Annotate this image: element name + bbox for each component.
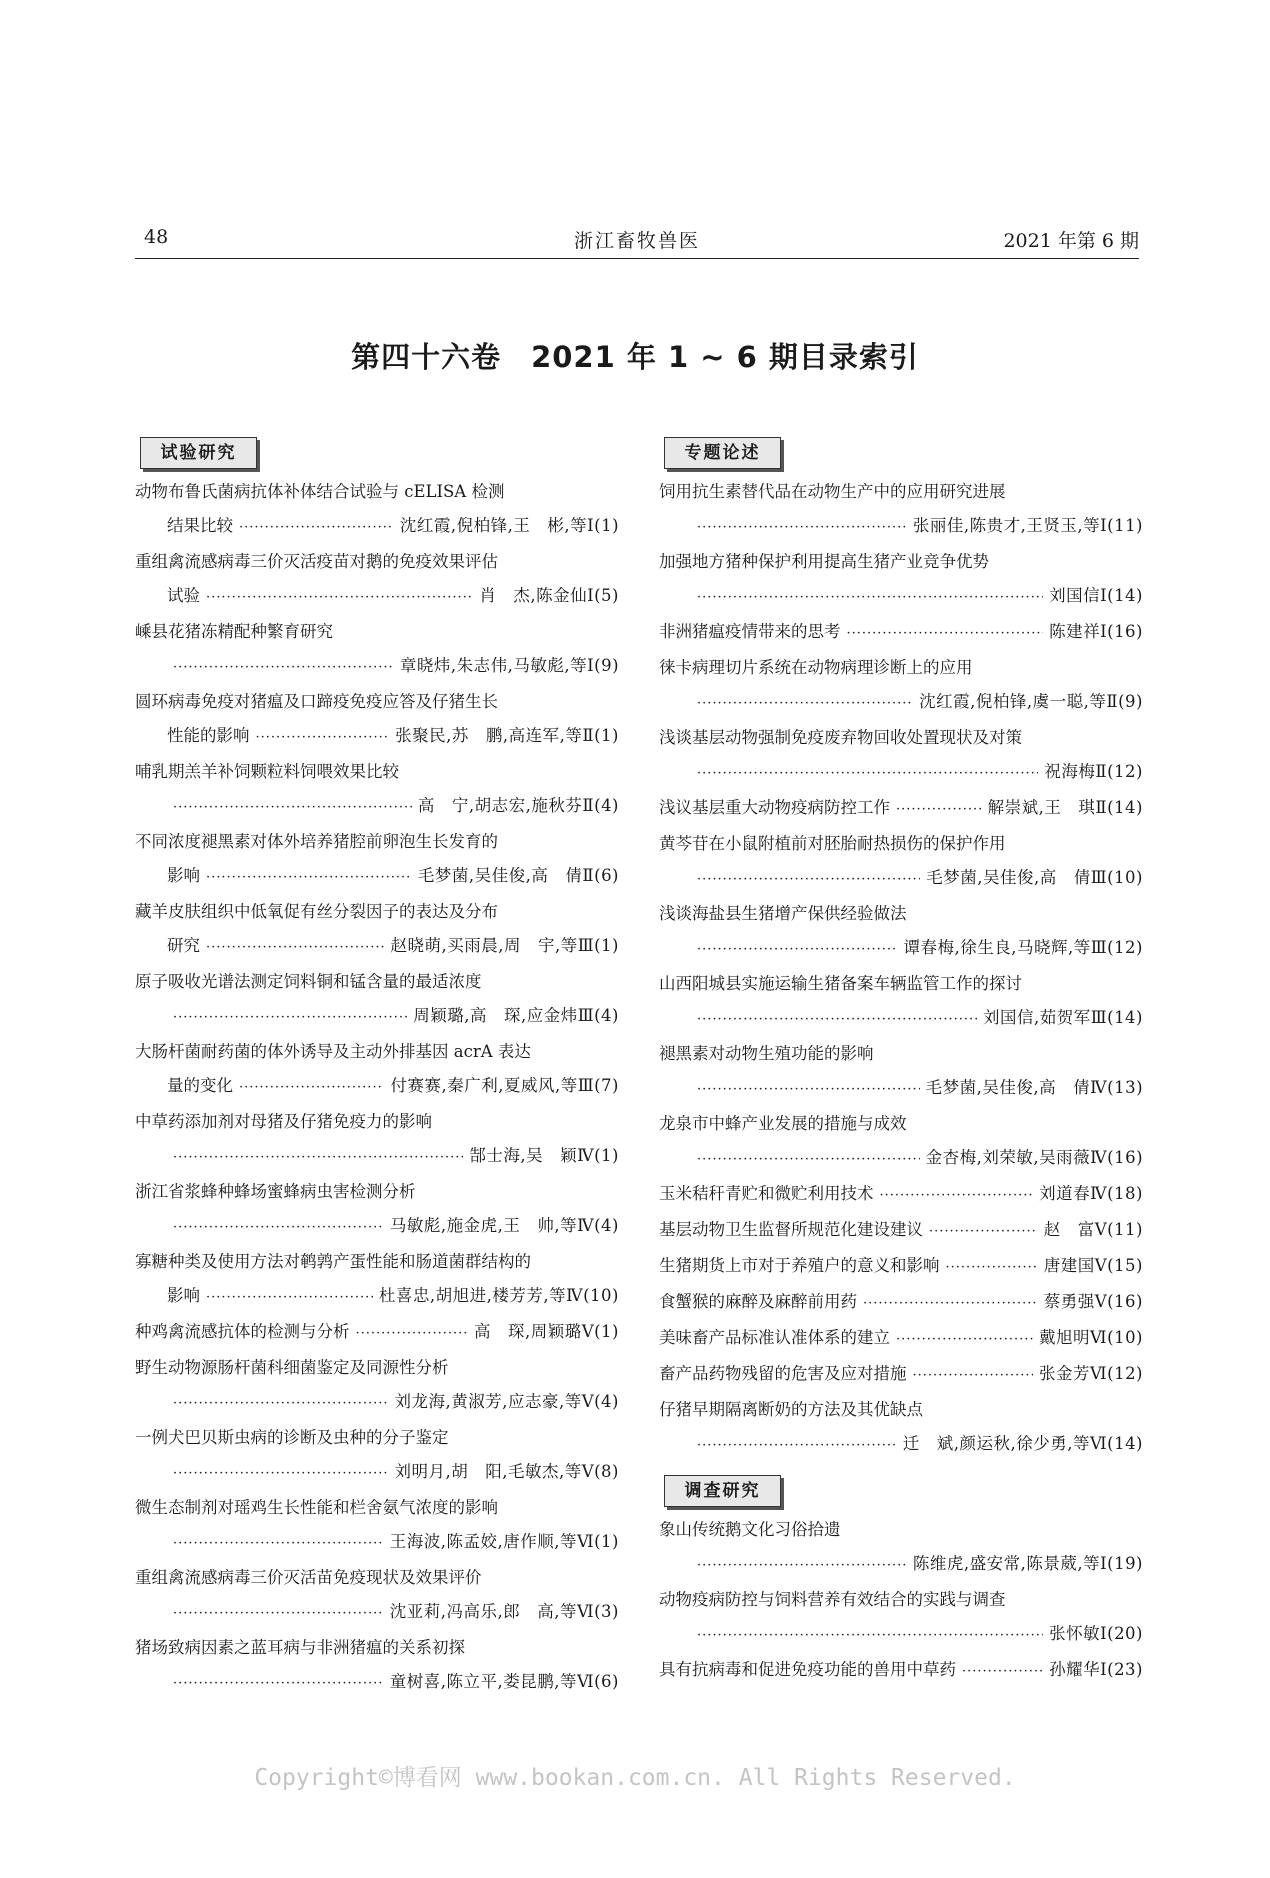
toc-entry — [135, 1035, 619, 1105]
running-header — [135, 224, 1139, 259]
entry-title: 畜产品药物残留的危害及应对措施 — [659, 1364, 907, 1383]
leader-dots — [173, 791, 412, 825]
entry-authors: 毛梦菌,吴佳俊,高 倩Ⅱ(6) — [417, 866, 619, 885]
leader-dots — [697, 757, 1038, 791]
entry-title: 动物布鲁氏菌病抗体补体结合试验与 cELISA 检测 — [135, 482, 505, 501]
leader-dots — [173, 1527, 384, 1561]
entry-authors: 郜士海,吴 颖Ⅳ(1) — [469, 1146, 619, 1165]
entry-authors: 张丽佳,陈贵才,王贤玉,等Ⅰ(11) — [912, 516, 1143, 535]
entry-authors: 陈建祥Ⅰ(16) — [1049, 622, 1143, 641]
entry-title: 浅谈海盐县生猪增产保供经验做法 — [659, 904, 907, 923]
entry-authors: 杜喜忠,胡旭进,楼芳芳,等Ⅳ(10) — [378, 1286, 619, 1305]
right-column — [659, 437, 1143, 1689]
entry-authors: 张金芳Ⅵ(12) — [1039, 1364, 1143, 1383]
entry-authors: 毛梦菌,吴佳俊,高 倩Ⅲ(10) — [926, 868, 1143, 887]
entry-title: 微生态制剂对瑶鸡生长性能和栏舍氨气浓度的影响 — [135, 1498, 498, 1517]
toc-entry — [135, 1421, 619, 1491]
entry-authors: 陈维虎,盛安常,陈景葳,等Ⅰ(19) — [912, 1554, 1143, 1573]
entry-title-continued: 结果比较 — [167, 516, 233, 535]
toc-entry — [135, 545, 619, 615]
leader-dots — [880, 1179, 1034, 1213]
leader-dots — [946, 1251, 1038, 1285]
entry-authors: 孙耀华Ⅰ(23) — [1049, 1660, 1143, 1679]
entry-title: 饲用抗生素替代品在动物生产中的应用研究进展 — [659, 482, 1006, 501]
entry-authors: 唐建国Ⅴ(15) — [1043, 1256, 1143, 1275]
entry-title: 玉米秸秆青贮和微贮利用技术 — [659, 1184, 874, 1203]
entry-authors: 刘国信Ⅰ(14) — [1049, 586, 1143, 605]
entry-title: 褪黑素对动物生殖功能的影响 — [659, 1044, 874, 1063]
toc-entry — [659, 1037, 1143, 1107]
leader-dots — [697, 1429, 897, 1463]
toc-entry — [659, 545, 1143, 615]
entry-authors: 张怀敏Ⅰ(20) — [1049, 1624, 1143, 1643]
toc-entry — [659, 967, 1143, 1037]
toc-entry — [659, 651, 1143, 721]
entry-title: 种鸡禽流感抗体的检测与分析 — [135, 1322, 350, 1341]
leader-dots — [929, 1215, 1038, 1249]
leader-dots — [697, 933, 897, 967]
leader-dots — [206, 581, 473, 615]
toc-entry — [135, 1315, 619, 1351]
leader-dots — [697, 581, 1043, 615]
entry-authors: 王海波,陈孟姣,唐作顺,等Ⅵ(1) — [389, 1532, 619, 1551]
entry-authors: 沈红霞,倪柏锋,王 彬,等Ⅰ(1) — [399, 516, 619, 535]
toc-entry — [659, 827, 1143, 897]
entry-authors: 沈红霞,倪柏锋,虞一聪,等Ⅱ(9) — [919, 692, 1143, 711]
entry-title: 浅议基层重大动物疫病防控工作 — [659, 798, 890, 817]
leader-dots — [173, 1141, 463, 1175]
copyright-footer: Copyright©博看网 www.bookan.com.cn. All Rights Reserved. — [254, 1765, 1016, 1791]
toc-entry — [135, 1245, 619, 1315]
entry-title: 非洲猪瘟疫情带来的思考 — [659, 622, 841, 641]
toc-entry — [135, 685, 619, 755]
entry-authors: 高 宁,胡志宏,施秋芬Ⅱ(4) — [417, 796, 619, 815]
entry-authors: 周颖璐,高 琛,应金炜Ⅲ(4) — [413, 1006, 619, 1025]
entry-authors: 刘国信,茹贺军Ⅲ(14) — [982, 1008, 1143, 1027]
leader-dots — [173, 1211, 384, 1245]
entry-authors: 赵晓萌,买雨晨,周 宇,等Ⅲ(1) — [390, 936, 619, 955]
entry-authors: 赵 富Ⅴ(11) — [1043, 1220, 1143, 1239]
toc-entry — [659, 1393, 1143, 1463]
toc-entry — [135, 1561, 619, 1631]
entry-title-continued: 性能的影响 — [167, 726, 250, 745]
toc-entry — [659, 791, 1143, 827]
entry-title: 圆环病毒免疫对猪瘟及口蹄疫免疫应答及仔猪生长 — [135, 692, 498, 711]
entry-title: 一例犬巴贝斯虫病的诊断及虫种的分子鉴定 — [135, 1428, 449, 1447]
page-title: 第四十六卷 2021 年 1 ~ 6 期目录索引 — [351, 340, 919, 374]
entry-title: 美味畜产品标准认准体系的建立 — [659, 1328, 890, 1347]
leader-dots — [697, 1003, 977, 1037]
entry-authors: 沈亚莉,冯高乐,郎 高,等Ⅵ(3) — [389, 1602, 619, 1621]
toc-entry — [659, 1107, 1143, 1177]
toc-entry — [135, 615, 619, 685]
entry-title-continued: 试验 — [167, 586, 200, 605]
toc-entry — [659, 1177, 1143, 1213]
toc-entry — [135, 755, 619, 825]
section-title: 试验研究 — [140, 437, 257, 469]
entry-title: 浙江省浆蜂种蜂场蜜蜂病虫害检测分析 — [135, 1182, 416, 1201]
toc-entry — [659, 1653, 1143, 1689]
leader-dots — [863, 1287, 1038, 1321]
entry-authors: 毛梦菌,吴佳俊,高 倩Ⅳ(13) — [925, 1078, 1143, 1097]
toc-entry — [135, 1491, 619, 1561]
toc-entry — [659, 721, 1143, 791]
entry-authors: 解崇斌,王 琪Ⅱ(14) — [987, 798, 1143, 817]
leader-dots — [896, 793, 982, 827]
entry-authors: 付赛赛,秦广利,夏威风,等Ⅲ(7) — [390, 1076, 619, 1095]
entry-title: 山西阳城县实施运输生猪备案车辆监管工作的探讨 — [659, 974, 1022, 993]
entry-authors: 马敏彪,施金虎,王 帅,等Ⅳ(4) — [389, 1216, 619, 1235]
leader-dots — [847, 617, 1044, 651]
entry-title: 哺乳期羔羊补饲颗粒料饲喂效果比较 — [135, 762, 399, 781]
toc-entry — [135, 895, 619, 965]
entry-title: 浅谈基层动物强制免疫废弃物回收处置现状及对策 — [659, 728, 1022, 747]
leader-dots — [697, 1073, 920, 1107]
entry-title: 猪场致病因素之蓝耳病与非洲猪瘟的关系初探 — [135, 1638, 465, 1657]
entry-authors: 刘明月,胡 阳,毛敏杰,等Ⅴ(8) — [394, 1462, 619, 1481]
leader-dots — [173, 1457, 388, 1491]
toc-entry — [135, 965, 619, 1035]
toc-entry — [135, 475, 619, 545]
toc-entry — [135, 825, 619, 895]
toc-entry — [659, 1357, 1143, 1393]
entry-title: 嵊县花猪冻精配种繁育研究 — [135, 622, 333, 641]
entry-title: 具有抗病毒和促进免疫功能的兽用中草药 — [659, 1660, 956, 1679]
entry-title: 重组禽流感病毒三价灭活苗免疫现状及效果评价 — [135, 1568, 482, 1587]
toc-entry — [659, 1213, 1143, 1249]
section-title: 专题论述 — [664, 437, 781, 469]
leader-dots — [206, 1281, 373, 1315]
entry-title: 徕卡病理切片系统在动物病理诊断上的应用 — [659, 658, 973, 677]
entry-list — [659, 475, 1143, 1463]
entry-authors: 张聚民,苏 鹏,高连军,等Ⅱ(1) — [395, 726, 619, 745]
issue-label: 2021 年第 6 期 — [1003, 230, 1139, 252]
entry-title: 重组禽流感病毒三价灭活疫苗对鹅的免疫效果评估 — [135, 552, 498, 571]
entry-authors: 谭春梅,徐生良,马晓辉,等Ⅲ(12) — [903, 938, 1143, 957]
entry-list — [135, 475, 619, 1701]
toc-entry — [659, 1285, 1143, 1321]
toc-entry — [135, 1351, 619, 1421]
entry-authors: 蔡勇强Ⅴ(16) — [1043, 1292, 1143, 1311]
journal-name: 浙江畜牧兽医 — [573, 230, 700, 252]
leader-dots — [913, 1359, 1034, 1393]
leader-dots — [173, 651, 394, 685]
toc-entry — [659, 1583, 1143, 1653]
leader-dots — [206, 861, 412, 895]
leader-dots — [173, 1387, 388, 1421]
toc-entry — [659, 475, 1143, 545]
leader-dots — [697, 1549, 907, 1583]
entry-authors: 戴旭明Ⅵ(10) — [1039, 1328, 1143, 1347]
leader-dots — [697, 687, 913, 721]
entry-authors: 章晓炜,朱志伟,马敏彪,等Ⅰ(9) — [399, 656, 619, 675]
left-column — [135, 437, 619, 1701]
leader-dots — [356, 1317, 468, 1351]
entry-authors: 刘道春Ⅳ(18) — [1039, 1184, 1143, 1203]
leader-dots — [697, 1619, 1043, 1653]
leader-dots — [697, 1143, 920, 1177]
leader-dots — [173, 1001, 407, 1035]
leader-dots — [697, 511, 907, 545]
toc-entry — [135, 1631, 619, 1701]
entry-authors: 迁 斌,颜运秋,徐少勇,等Ⅵ(14) — [902, 1434, 1143, 1453]
entry-title: 大肠杆菌耐药菌的体外诱导及主动外排基因 acrA 表达 — [135, 1042, 531, 1061]
entry-title: 基层动物卫生监督所规范化建设建议 — [659, 1220, 923, 1239]
page-number: 48 — [144, 226, 169, 248]
toc-entry — [659, 1513, 1143, 1583]
toc-entry — [659, 897, 1143, 967]
leader-dots — [239, 1071, 384, 1105]
leader-dots — [697, 863, 920, 897]
toc-entry — [659, 615, 1143, 651]
entry-title-continued: 影响 — [167, 1286, 200, 1305]
entry-title: 生猪期货上市对于养殖户的意义和影响 — [659, 1256, 940, 1275]
leader-dots — [173, 1597, 384, 1631]
entry-authors: 童树喜,陈立平,娄昆鹏,等Ⅵ(6) — [389, 1672, 619, 1691]
toc-entry — [135, 1175, 619, 1245]
leader-dots — [239, 511, 394, 545]
entry-title: 不同浓度褪黑素对体外培养猪腔前卵泡生长发育的 — [135, 832, 498, 851]
leader-dots — [962, 1655, 1043, 1689]
toc-entry — [659, 1249, 1143, 1285]
leader-dots — [896, 1323, 1033, 1357]
entry-title: 中草药添加剂对母猪及仔猪免疫力的影响 — [135, 1112, 432, 1131]
entry-title: 野生动物源肠杆菌科细菌鉴定及同源性分析 — [135, 1358, 449, 1377]
entry-title: 龙泉市中蜂产业发展的措施与成效 — [659, 1114, 907, 1133]
entry-title: 藏羊皮肤组织中低氧促有丝分裂因子的表达及分布 — [135, 902, 498, 921]
toc-entry — [135, 1105, 619, 1175]
entry-title: 食蟹猴的麻醉及麻醉前用药 — [659, 1292, 857, 1311]
entry-title: 仔猪早期隔离断奶的方法及其优缺点 — [659, 1400, 923, 1419]
section-title: 调查研究 — [664, 1475, 781, 1507]
entry-title: 加强地方猪种保护利用提高生猪产业竞争优势 — [659, 552, 989, 571]
entry-title: 动物疫病防控与饲料营养有效结合的实践与调查 — [659, 1590, 1006, 1609]
entry-title: 原子吸收光谱法测定饲料铜和锰含量的最适浓度 — [135, 972, 482, 991]
entry-authors: 高 琛,周颖璐Ⅴ(1) — [473, 1322, 619, 1341]
entry-authors: 刘龙海,黄淑芳,应志豪,等Ⅴ(4) — [394, 1392, 619, 1411]
entry-authors: 祝海梅Ⅱ(12) — [1044, 762, 1143, 781]
entry-title-continued: 影响 — [167, 866, 200, 885]
toc-entry — [659, 1321, 1143, 1357]
leader-dots — [173, 1667, 384, 1701]
entry-title: 寡糖种类及使用方法对鹌鹑产蛋性能和肠道菌群结构的 — [135, 1252, 531, 1271]
entry-title-continued: 量的变化 — [167, 1076, 233, 1095]
leader-dots — [256, 721, 390, 755]
entry-title: 象山传统鹅文化习俗拾遗 — [659, 1520, 841, 1539]
leader-dots — [206, 931, 384, 965]
entry-title: 黄芩苷在小鼠附植前对胚胎耐热损伤的保护作用 — [659, 834, 1006, 853]
entry-authors: 金杏梅,刘荣敏,吴雨薇Ⅳ(16) — [925, 1148, 1143, 1167]
entry-list — [659, 1513, 1143, 1689]
entry-title-continued: 研究 — [167, 936, 200, 955]
entry-authors: 肖 杰,陈金仙Ⅰ(5) — [479, 586, 619, 605]
